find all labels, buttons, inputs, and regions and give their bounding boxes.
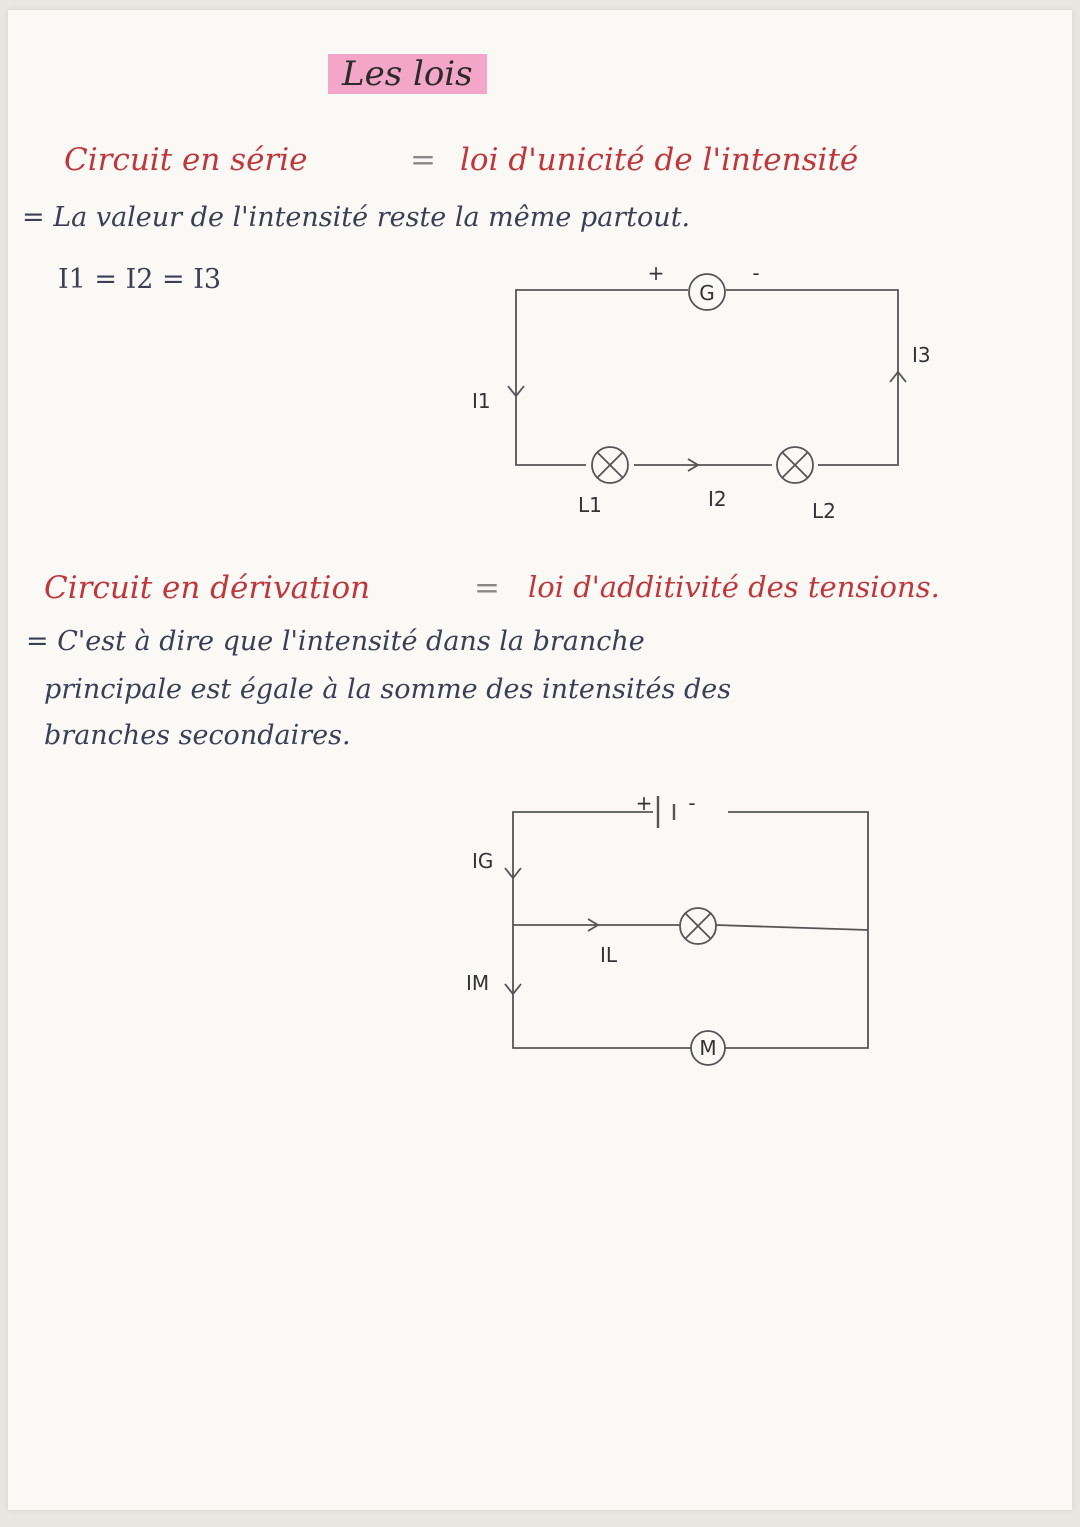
current-i1-label: I1 [472,389,491,413]
current-il-label: IL [600,943,618,967]
derivation-line-1: = C'est à dire que l'intensité dans la branche [26,626,645,657]
motor-icon [691,1031,725,1065]
parallel-circuit-diagram [8,10,1072,1510]
notebook-page [8,10,1072,1510]
current-i2-label: I2 [708,487,727,511]
lamp-icon [680,908,716,944]
current-im-label: IM [466,971,490,995]
serie-heading-law: loi d'unicité de l'intensité [460,142,859,178]
lamp-l1-label: L1 [578,493,602,517]
derivation-heading-equals: = [474,570,500,606]
parallel-circuit-wires [513,812,868,1048]
derivation-heading-law: loi d'additivité des tensions. [528,570,940,604]
battery-minus-label: - [688,791,696,815]
serie-formula: I1 = I2 = I3 [58,264,222,295]
derivation-line-2: principale est égale à la somme des intensités des [44,674,732,705]
battery-icon [658,796,674,828]
page-title: Les lois [328,54,487,94]
svg-text:M: M [699,1036,717,1060]
serie-heading-equals: = [410,142,436,178]
current-i3-label: I3 [912,343,931,367]
svg-text:G: G [699,281,715,305]
battery-plus-label: + [635,791,653,815]
generator-plus-label: + [647,261,665,285]
serie-explanation: = La valeur de l'intensité reste la même partout. [22,202,691,233]
lamp-l2-label: L2 [812,499,836,523]
derivation-line-3: branches secondaires. [44,720,351,751]
derivation-heading-label: Circuit en dérivation [44,570,371,606]
generator-minus-label: - [752,261,760,285]
serie-heading-label: Circuit en série [64,142,308,178]
current-ig-label: IG [472,849,494,873]
